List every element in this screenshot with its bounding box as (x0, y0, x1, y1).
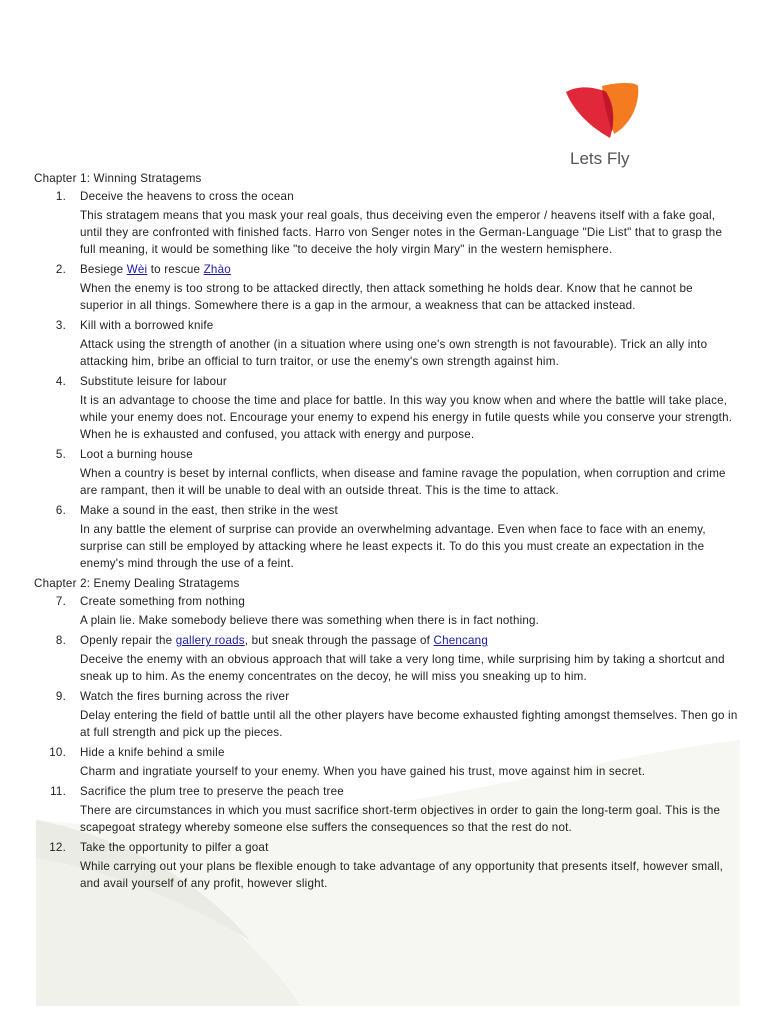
list-item (34, 502, 742, 572)
chapter-heading: Chapter 1: Winning Stratagems (34, 172, 202, 185)
item-number: 8. (55, 634, 66, 647)
title-text: Openly repair the (80, 634, 176, 647)
item-description: This stratagem means that you mask your real goals, thus deceiving even the emperor / heavens itself with a fake goal, until they are confronted with finished facts. Harro von Senger notes in the German-Language "Die List" that to grasp the full meaning, it would be something like "to deceive the holy virgin Mary" in the western hemisphere. (80, 209, 723, 256)
item-number: 12. (49, 841, 66, 854)
list-item (34, 839, 742, 892)
item-title: Create something from nothing (80, 595, 245, 608)
item-number: 4. (55, 375, 66, 388)
item-number: 1. (55, 190, 66, 203)
list-item (34, 188, 742, 258)
item-number: 10. (49, 746, 66, 759)
item-title (80, 261, 742, 278)
document-body (34, 170, 742, 895)
list-item (34, 593, 742, 629)
item-description: While carrying out your plans be flexible enough to take advantage of any opportunity that presents itself, however small, and avail yourself of any profit, however slight. (80, 860, 724, 890)
item-title (80, 632, 742, 649)
item-description: Deceive the enemy with an obvious approach that will take a very long time, while surprising him by taking a shortcut and sneak up to him. As the enemy concentrates on the decoy, he will miss you sneaking up to him. (80, 653, 725, 683)
wei-link[interactable]: Wèi (126, 263, 148, 276)
item-title: Substitute leisure for labour (80, 375, 227, 388)
item-description: There are circumstances in which you must sacrifice short-term objectives in order to gain the long-term goal. This is the scapegoat strategy whereby someone else suffers the consequences so that the rest do not. (80, 804, 721, 834)
list-item (34, 261, 742, 314)
chencang-link[interactable]: Chencang (433, 634, 488, 647)
item-number: 7. (55, 595, 66, 608)
item-description: Delay entering the field of battle until all the other players have become exhausted fighting amongst themselves. Then go in at full strength and pick up the pieces. (80, 709, 738, 739)
item-title: Take the opportunity to pilfer a goat (80, 841, 269, 854)
list-item (34, 317, 742, 370)
item-description: It is an advantage to choose the time and place for battle. In this way you know when and where the battle will take place, while your enemy does not. Encourage your enemy to expend his energy in futile quests while you conserve your strength. When he is exhausted and confused, you attack with energy and purpose. (80, 394, 733, 441)
item-description: Charm and ingratiate yourself to your enemy. When you have gained his trust, move against him in secret. (80, 765, 646, 778)
item-number: 11. (50, 785, 66, 798)
list-item (34, 688, 742, 741)
chapter-heading: Chapter 2: Enemy Dealing Stratagems (34, 577, 240, 590)
item-number: 6. (55, 504, 66, 517)
item-title: Make a sound in the east, then strike in the west (80, 504, 338, 517)
item-description: A plain lie. Make somebody believe there was something when there is in fact nothing. (80, 614, 540, 627)
list-item (34, 446, 742, 499)
item-number: 5. (55, 448, 66, 461)
title-text: to rescue (147, 263, 204, 276)
list-item (34, 744, 742, 780)
item-description: When the enemy is too strong to be attacked directly, then attack something he holds dear. Know that he cannot be superior in all things. Somewhere there is a gap in the armour, a weakness that can be attacked instead. (80, 282, 693, 312)
title-text: Besiege (80, 263, 127, 276)
lets-fly-logo (562, 80, 642, 140)
item-number: 9. (55, 690, 66, 703)
item-title: Loot a burning house (80, 448, 193, 461)
list-item (34, 783, 742, 836)
item-title: Kill with a borrowed knife (80, 319, 214, 332)
item-title: Hide a knife behind a smile (80, 746, 225, 759)
item-title: Sacrifice the plum tree to preserve the peach tree (80, 785, 344, 798)
list-item (34, 373, 742, 443)
list-item (34, 632, 742, 685)
item-title: Watch the fires burning across the river (80, 690, 290, 703)
item-description: Attack using the strength of another (in a situation where using one's own strength is not favourable). Trick an ally into attacking him, bribe an official to turn traitor, or use the enemy's own strength against him. (80, 338, 708, 368)
gallery-roads-link[interactable]: gallery roads (175, 634, 245, 647)
item-title: Deceive the heavens to cross the ocean (80, 190, 294, 203)
brand-name: Lets Fly (570, 149, 630, 168)
item-number: 2. (55, 263, 66, 276)
title-text: , but sneak through the passage of (244, 634, 434, 647)
item-description: In any battle the element of surprise can provide an overwhelming advantage. Even when face to face with an enemy, surprise can still be employed by attacking where he least expects it. To do this you must create an expectation in the enemy's mind through the use of a feint. (80, 523, 706, 570)
item-description: When a country is beset by internal conflicts, when disease and famine ravage the population, when corruption and crime are rampant, then it will be unable to deal with an outside threat. This is the time to attack. (80, 467, 726, 497)
item-number: 3. (55, 319, 66, 332)
zhao-link[interactable]: Zhào (203, 263, 231, 276)
